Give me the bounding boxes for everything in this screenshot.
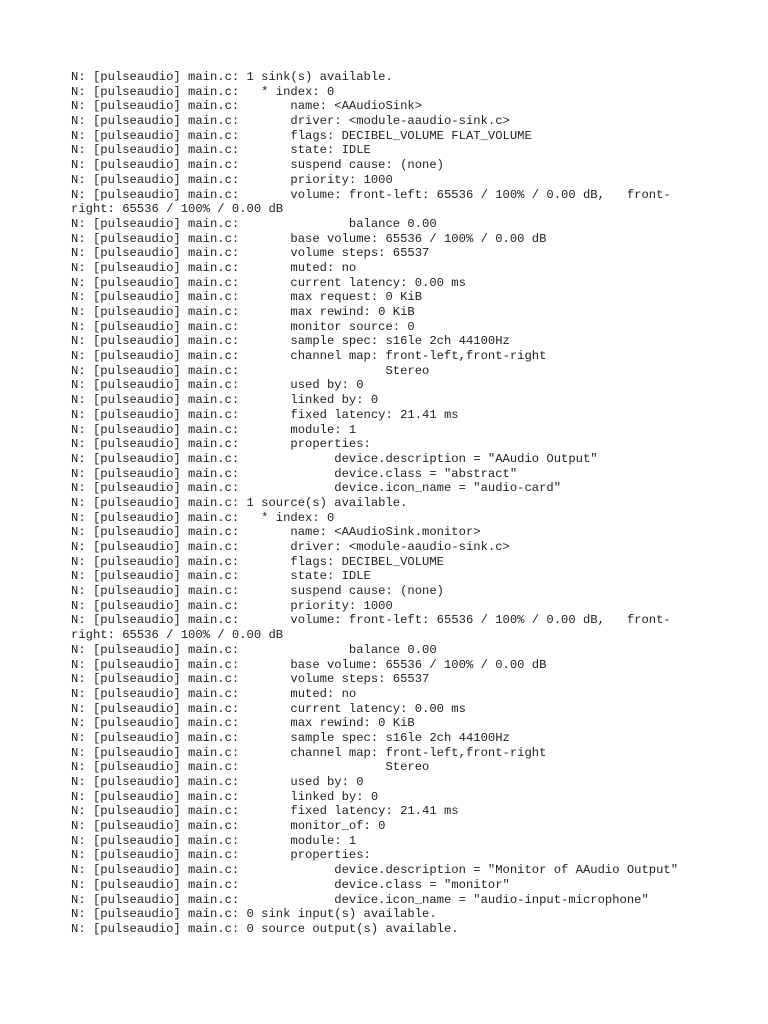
log-line: N: [pulseaudio] main.c: 1 sink(s) available. — [71, 70, 393, 84]
log-line: N: [pulseaudio] main.c: * index: 0 — [71, 510, 335, 525]
log-line: N: [pulseaudio] main.c: balance 0.00 — [71, 642, 437, 657]
log-line: N: [pulseaudio] main.c: volume: front-left: 65536 / 100% / 0.00 dB, front- — [71, 187, 671, 202]
log-line: N: [pulseaudio] main.c: flags: DECIBEL_VOLUME — [71, 554, 444, 569]
log-line: N: [pulseaudio] main.c: suspend cause: (none) — [71, 584, 444, 599]
log-line: N: [pulseaudio] main.c: 1 source(s) available. — [71, 495, 408, 510]
log-line: N: [pulseaudio] main.c: device.class = "abstract" — [71, 466, 518, 481]
log-line: N: [pulseaudio] main.c: device.description = "AAudio Output" — [71, 451, 598, 466]
log-line: N: [pulseaudio] main.c: state: IDLE — [71, 569, 371, 584]
log-line: N: [pulseaudio] main.c: fixed latency: 21.41 ms — [71, 804, 459, 819]
log-line: N: [pulseaudio] main.c: 0 source output(s) available. — [71, 921, 459, 936]
log-line: N: [pulseaudio] main.c: flags: DECIBEL_VOLUME FLAT_VOLUME — [71, 128, 532, 143]
log-line: N: [pulseaudio] main.c: current latency: 0.00 ms — [71, 275, 466, 290]
log-line: N: [pulseaudio] main.c: name: <AAudioSink.monitor> — [71, 525, 481, 540]
log-line: N: [pulseaudio] main.c: device.icon_name = "audio-input-microphone" — [71, 892, 649, 907]
log-line: N: [pulseaudio] main.c: priority: 1000 — [71, 598, 393, 613]
log-line: N: [pulseaudio] main.c: * index: 0 — [71, 84, 335, 99]
log-line: N: [pulseaudio] main.c: Stereo — [71, 363, 430, 378]
log-line: N: [pulseaudio] main.c: properties: — [71, 437, 371, 452]
log-line: N: [pulseaudio] main.c: device.icon_name = "audio-card" — [71, 481, 562, 496]
log-line: N: [pulseaudio] main.c: driver: <module-aaudio-sink.c> — [71, 540, 510, 554]
log-line: N: [pulseaudio] main.c: suspend cause: (none) — [71, 158, 444, 173]
log-line: N: [pulseaudio] main.c: balance 0.00 — [71, 216, 437, 231]
log-output — [71, 70, 711, 937]
log-line: N: [pulseaudio] main.c: current latency: 0.00 ms — [71, 701, 466, 716]
log-line: N: [pulseaudio] main.c: monitor source: 0 — [71, 319, 415, 334]
log-line: N: [pulseaudio] main.c: used by: 0 — [71, 378, 364, 393]
log-line: N: [pulseaudio] main.c: monitor_of: 0 — [71, 819, 386, 834]
log-line: N: [pulseaudio] main.c: device.description = "Monitor of AAudio Output" — [71, 863, 679, 878]
log-line: N: [pulseaudio] main.c: base volume: 65536 / 100% / 0.00 dB — [71, 231, 547, 246]
log-line: N: [pulseaudio] main.c: driver: <module-aaudio-sink.c> — [71, 114, 510, 129]
log-line: N: [pulseaudio] main.c: volume: front-left: 65536 / 100% / 0.00 dB, front- — [71, 613, 671, 628]
log-line: N: [pulseaudio] main.c: max rewind: 0 KiB — [71, 716, 415, 731]
log-line: N: [pulseaudio] main.c: max request: 0 KiB — [71, 290, 423, 305]
log-line: N: [pulseaudio] main.c: max rewind: 0 KiB — [71, 305, 415, 319]
log-line: N: [pulseaudio] main.c: used by: 0 — [71, 775, 364, 789]
log-line: N: [pulseaudio] main.c: module: 1 — [71, 833, 357, 848]
log-line: N: [pulseaudio] main.c: Stereo — [71, 760, 430, 775]
log-line: N: [pulseaudio] main.c: volume steps: 65537 — [71, 246, 430, 261]
log-line: N: [pulseaudio] main.c: muted: no — [71, 686, 357, 701]
log-line: N: [pulseaudio] main.c: 0 sink input(s) available. — [71, 907, 437, 922]
log-line: right: 65536 / 100% / 0.00 dB — [71, 202, 284, 217]
log-line: N: [pulseaudio] main.c: channel map: front-left,front-right — [71, 349, 547, 364]
log-document — [71, 70, 711, 937]
log-line: N: [pulseaudio] main.c: state: IDLE — [71, 143, 371, 158]
log-line: N: [pulseaudio] main.c: volume steps: 65537 — [71, 672, 430, 687]
log-line: N: [pulseaudio] main.c: priority: 1000 — [71, 172, 393, 187]
log-line: N: [pulseaudio] main.c: name: <AAudioSink> — [71, 99, 423, 114]
log-line: right: 65536 / 100% / 0.00 dB — [71, 628, 284, 643]
log-line: N: [pulseaudio] main.c: muted: no — [71, 260, 357, 275]
log-line: N: [pulseaudio] main.c: module: 1 — [71, 422, 357, 437]
log-line: N: [pulseaudio] main.c: sample spec: s16le 2ch 44100Hz — [71, 730, 510, 745]
log-line: N: [pulseaudio] main.c: sample spec: s16le 2ch 44100Hz — [71, 334, 510, 349]
log-line: N: [pulseaudio] main.c: channel map: front-left,front-right — [71, 745, 547, 760]
log-line: N: [pulseaudio] main.c: fixed latency: 21.41 ms — [71, 407, 459, 422]
log-line: N: [pulseaudio] main.c: base volume: 65536 / 100% / 0.00 dB — [71, 657, 547, 672]
log-line: N: [pulseaudio] main.c: device.class = "monitor" — [71, 877, 510, 892]
log-line: N: [pulseaudio] main.c: properties: — [71, 848, 371, 863]
log-line: N: [pulseaudio] main.c: linked by: 0 — [71, 393, 379, 408]
log-line: N: [pulseaudio] main.c: linked by: 0 — [71, 789, 379, 804]
